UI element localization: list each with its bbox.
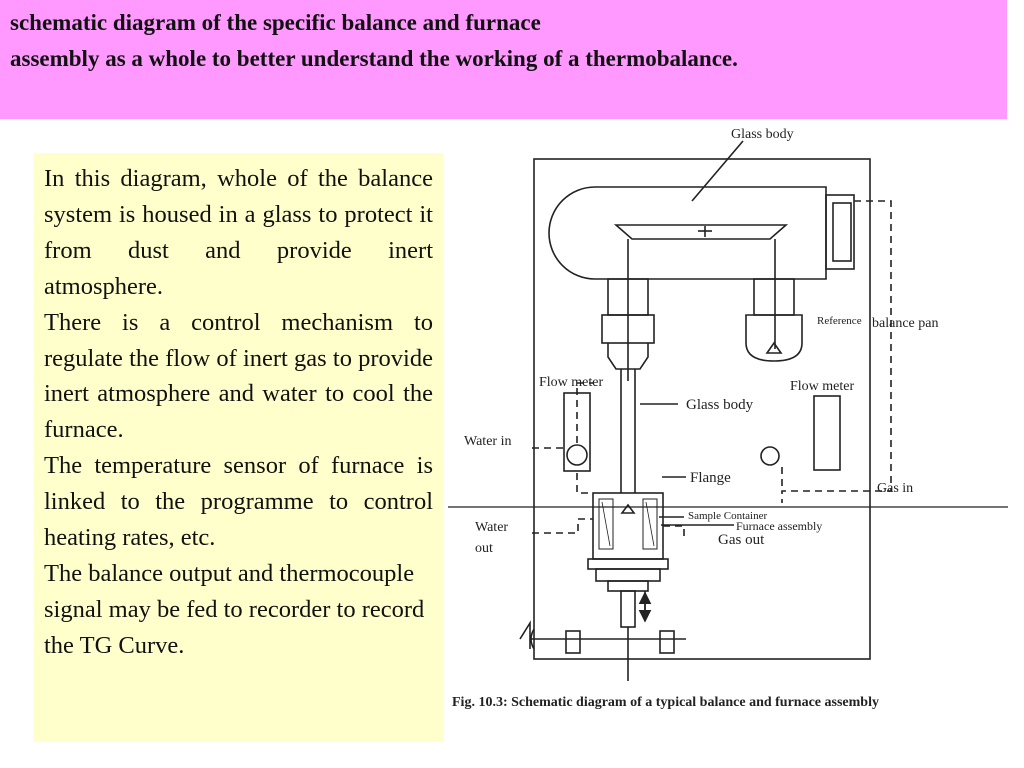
stand-clamp (520, 623, 530, 649)
label-glass-body-mid: Glass body (686, 397, 754, 413)
sample-container (622, 505, 634, 513)
lower-rod (621, 591, 635, 627)
gas-in-line (782, 201, 891, 503)
gas-in-valve (761, 447, 779, 465)
flow-meter-right (814, 396, 840, 470)
balance-furnace-diagram (448, 121, 1008, 721)
paragraph-control-mechanism: There is a control mechanism to regulate the flow of inert gas to provide inert atmosphere and water to cool the furnace. (44, 308, 433, 444)
label-water-in: Water in (464, 434, 512, 449)
title-banner (0, 0, 1007, 119)
label-reference: Reference (817, 315, 862, 327)
reference-pan-bulb (746, 315, 802, 361)
glass-body-housing (549, 187, 826, 279)
label-gas-out: Gas out (718, 532, 765, 548)
water-out-line (532, 519, 593, 533)
explanation-textbox (34, 153, 443, 742)
label-balance-pan: balance pan (872, 316, 939, 331)
title-line-2: assembly as a whole to better understand the working of a thermobalance. (10, 46, 738, 71)
paragraph-balance-output: The balance output and thermocouple signal may be fed to recorder to record the TG Curve. (44, 559, 425, 659)
housing-endcap (826, 195, 854, 269)
label-gas-in: Gas in (877, 481, 914, 496)
label-furnace-assembly: Furnace assembly (736, 519, 823, 533)
label-glass-body-top: Glass body (731, 127, 794, 142)
label-out: out (475, 541, 493, 556)
paragraph-temperature-sensor: The temperature sensor of furnace is linked to the programme to control heating rates, etc. (44, 452, 433, 552)
water-in-valve (567, 445, 587, 465)
label-sample-container: Sample Container (688, 510, 768, 522)
label-flow-meter-right: Flow meter (790, 379, 855, 394)
balance-beam (616, 225, 786, 239)
diagram-svg (448, 121, 1008, 721)
flange-plate (588, 559, 668, 569)
label-water: Water (475, 520, 509, 535)
housing-endcap-inner (833, 203, 851, 261)
gas-out-line (663, 526, 684, 539)
figure-caption: Fig. 10.3: Schematic diagram of a typical balance and furnace assembly (452, 695, 879, 710)
label-flow-meter-left: Flow meter (539, 375, 604, 390)
right-column-upper (754, 279, 794, 315)
title-line-1: schematic diagram of the specific balance and furnace (10, 10, 541, 35)
label-flange: Flange (690, 470, 731, 486)
paragraph-glass-housing: In this diagram, whole of the balance system is housed in a glass to protect it from dust and provide inert atmosphere. (44, 165, 433, 300)
